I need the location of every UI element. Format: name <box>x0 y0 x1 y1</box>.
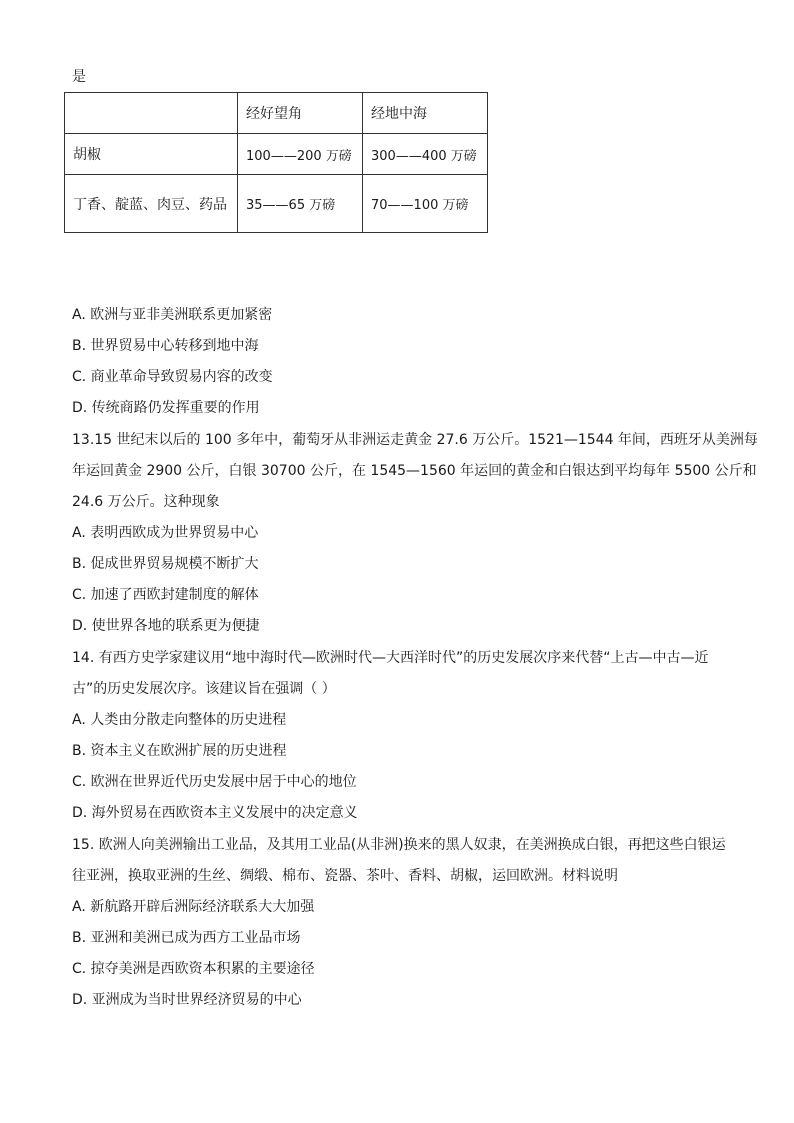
table-cell: 100——200 万磅 <box>238 134 363 175</box>
q15-option-c: C. 掠夺美洲是西欧资本积累的主要途径 <box>72 961 315 977</box>
table-cell: 35——65 万磅 <box>238 175 363 233</box>
q15-option-b: B. 亚洲和美洲已成为西方工业品市场 <box>72 930 301 946</box>
q13-option-d: D. 使世界各地的联系更为便捷 <box>72 618 260 634</box>
trade-volume-table <box>64 92 488 233</box>
q15-option-a: A. 新航路开辟后洲际经济联系大大加强 <box>72 899 315 915</box>
q12-option-d: D. 传统商路仍发挥重要的作用 <box>72 400 260 416</box>
q13-stem-line-1: 13.15 世纪末以后的 100 多年中，葡萄牙从非洲运走黄金 27.6 万公斤。1521—1544 年间，西班牙从美洲每 <box>72 432 758 448</box>
table-cell: 300——400 万磅 <box>363 134 488 175</box>
q13-option-a: A. 表明西欧成为世界贸易中心 <box>72 525 259 541</box>
table-cell: 70——100 万磅 <box>363 175 488 233</box>
q12-option-a: A. 欧洲与亚非美洲联系更加紧密 <box>72 307 273 323</box>
question-12-stem-tail: 是 <box>72 69 86 85</box>
table-cell: 胡椒 <box>65 134 238 175</box>
table-row <box>65 134 488 175</box>
q13-option-b: B. 促成世界贸易规模不断扩大 <box>72 556 259 572</box>
q15-stem-line-2: 往亚洲，换取亚洲的生丝、绸缎、棉布、瓷器、茶叶、香料、胡椒，运回欧洲。材料说明 <box>72 868 618 884</box>
q13-stem-line-3: 24.6 万公斤。这种现象 <box>72 494 220 510</box>
table-row <box>65 175 488 233</box>
q13-option-c: C. 加速了西欧封建制度的解体 <box>72 587 259 603</box>
q13-stem-line-2: 年运回黄金 2900 公斤，白银 30700 公斤，在 1545—1560 年运回的黄金和白银达到平均每年 5500 公斤和 <box>72 463 757 479</box>
table-header-cell: 经地中海 <box>363 93 488 134</box>
q12-option-c: C. 商业革命导致贸易内容的改变 <box>72 369 273 385</box>
q14-option-a: A. 人类由分散走向整体的历史进程 <box>72 712 287 728</box>
q14-option-b: B. 资本主义在欧洲扩展的历史进程 <box>72 743 287 759</box>
table-cell: 丁香、靛蓝、肉豆、药品 <box>65 175 238 233</box>
table-header-row <box>65 93 488 134</box>
q14-option-d: D. 海外贸易在西欧资本主义发展中的决定意义 <box>72 805 358 821</box>
table-header-cell: 经好望角 <box>238 93 363 134</box>
q15-stem-line-1: 15. 欧洲人向美洲输出工业品，及其用工业品(从非洲)换来的黑人奴隶，在美洲换成白银，再把这些白银运 <box>72 837 726 853</box>
q14-option-c: C. 欧洲在世界近代历史发展中居于中心的地位 <box>72 774 357 790</box>
q12-option-b: B. 世界贸易中心转移到地中海 <box>72 338 259 354</box>
q15-option-d: D. 亚洲成为当时世界经济贸易的中心 <box>72 992 302 1008</box>
q14-stem-line-1: 14. 有西方史学家建议用“地中海时代—欧洲时代—大西洋时代”的历史发展次序来代替“上古—中古—近 <box>72 650 709 666</box>
table-header-cell <box>65 93 238 134</box>
q14-stem-line-2: 古”的历史发展次序。该建议旨在强调（ ） <box>72 681 336 697</box>
